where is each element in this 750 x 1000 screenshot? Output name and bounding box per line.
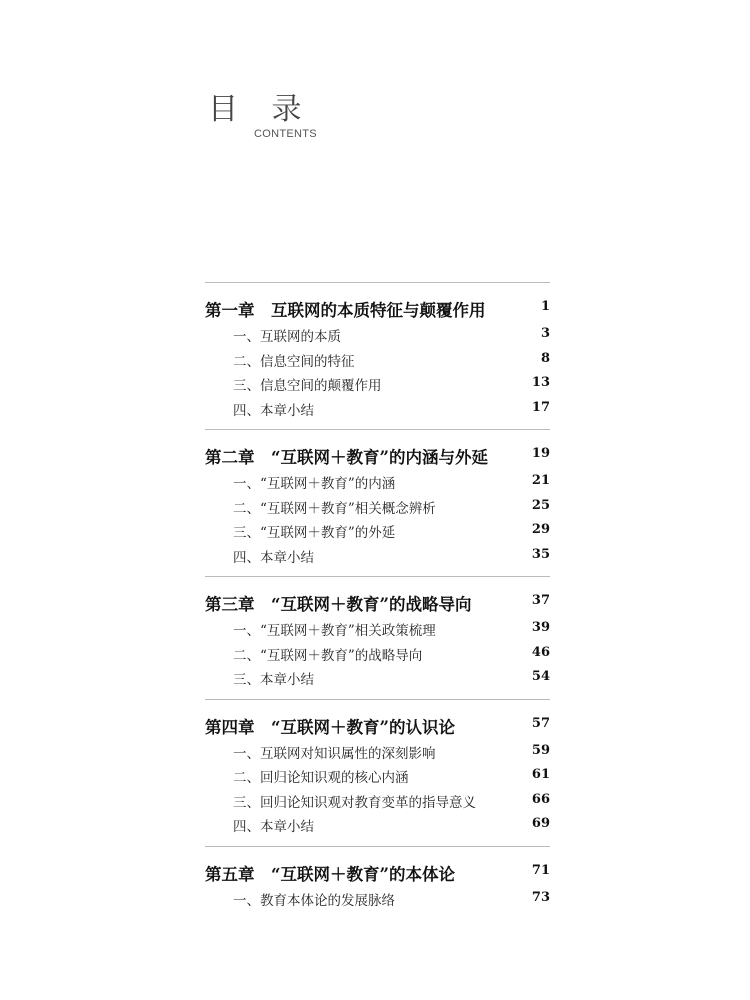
chapter-entry[interactable] xyxy=(205,295,550,319)
section-entry[interactable] xyxy=(205,739,550,764)
section-title: 二、信息空间的特征 xyxy=(233,353,355,370)
section-page-number: 13 xyxy=(531,375,550,390)
section-page-number: 35 xyxy=(531,546,550,562)
chapter-entry[interactable] xyxy=(205,712,550,736)
section-entry[interactable] xyxy=(205,518,550,543)
chapter-spacer xyxy=(205,837,550,846)
section-entry[interactable] xyxy=(205,322,550,347)
chapter-block xyxy=(205,576,550,699)
page-subtitle: CONTENTS xyxy=(254,128,317,140)
chapter-block xyxy=(205,282,550,429)
section-entry[interactable] xyxy=(205,812,550,837)
section-page-number: 8 xyxy=(540,350,550,366)
chapter-page-number: 71 xyxy=(531,862,550,878)
chapter-entry[interactable] xyxy=(205,859,550,883)
section-title: 三、回归论知识观对教育变革的指导意义 xyxy=(233,794,476,811)
section-title: 三、本章小结 xyxy=(233,672,314,688)
section-entry[interactable] xyxy=(205,641,550,666)
section-page-number: 61 xyxy=(531,767,550,782)
section-entry[interactable] xyxy=(205,665,550,690)
chapter-title: 第五章 “互联网＋教育”的本体论 xyxy=(205,864,455,884)
chapter-page-number: 57 xyxy=(531,715,550,731)
section-page-number: 66 xyxy=(531,791,550,807)
section-page-number: 46 xyxy=(531,644,550,660)
chapter-entry[interactable] xyxy=(205,589,550,613)
section-page-number: 73 xyxy=(531,889,550,905)
section-page-number: 3 xyxy=(540,326,550,341)
section-entry[interactable] xyxy=(205,371,550,396)
section-title: 一、教育本体论的发展脉络 xyxy=(233,892,395,909)
section-title: 三、信息空间的颠覆作用 xyxy=(233,378,382,394)
section-title: 一、“互联网＋教育”相关政策梳理 xyxy=(233,623,436,639)
section-entry[interactable] xyxy=(205,788,550,813)
section-entry[interactable] xyxy=(205,469,550,494)
chapter-page-number: 1 xyxy=(540,299,550,314)
section-title: 一、“互联网＋教育”的内涵 xyxy=(233,476,396,492)
section-entry[interactable] xyxy=(205,543,550,568)
section-title: 三、“互联网＋教育”的外延 xyxy=(233,525,396,541)
section-entry[interactable] xyxy=(205,616,550,641)
section-entry[interactable] xyxy=(205,494,550,519)
chapter-entry[interactable] xyxy=(205,442,550,466)
section-page-number: 25 xyxy=(531,497,550,513)
section-page-number: 39 xyxy=(531,620,550,635)
section-page-number: 69 xyxy=(531,816,550,831)
section-entry[interactable] xyxy=(205,886,550,911)
chapter-spacer xyxy=(205,690,550,699)
section-title: 四、本章小结 xyxy=(233,402,314,419)
chapter-page-number: 19 xyxy=(531,446,550,461)
section-entry[interactable] xyxy=(205,347,550,372)
chapter-title: 第二章 “互联网＋教育”的内涵与外延 xyxy=(205,448,488,467)
chapter-title: 第三章 “互联网＋教育”的战略导向 xyxy=(205,595,472,614)
section-title: 四、本章小结 xyxy=(233,549,314,566)
chapter-spacer xyxy=(205,567,550,576)
section-title: 二、“互联网＋教育”相关概念辨析 xyxy=(233,500,436,517)
section-title: 二、回归论知识观的核心内涵 xyxy=(233,770,409,786)
section-title: 一、互联网的本质 xyxy=(233,329,341,345)
section-page-number: 54 xyxy=(531,669,550,684)
section-page-number: 59 xyxy=(531,742,550,758)
toc-header xyxy=(208,92,317,140)
table-of-contents xyxy=(205,282,550,919)
chapter-block xyxy=(205,846,550,920)
chapter-spacer xyxy=(205,910,550,919)
section-entry[interactable] xyxy=(205,396,550,421)
section-title: 四、本章小结 xyxy=(233,819,314,835)
section-page-number: 21 xyxy=(531,473,550,488)
chapter-title: 第四章 “互联网＋教育”的认识论 xyxy=(205,717,455,737)
chapter-spacer xyxy=(205,420,550,429)
chapter-block xyxy=(205,429,550,576)
section-page-number: 29 xyxy=(531,522,550,537)
section-page-number: 17 xyxy=(531,399,550,415)
section-entry[interactable] xyxy=(205,763,550,788)
chapter-title: 第一章 互联网的本质特征与颠覆作用 xyxy=(205,301,486,320)
section-title: 一、互联网对知识属性的深刻影响 xyxy=(233,745,436,762)
chapter-page-number: 37 xyxy=(531,593,550,608)
page-title: 目 录 xyxy=(208,92,314,127)
chapter-block xyxy=(205,699,550,846)
section-title: 二、“互联网＋教育”的战略导向 xyxy=(233,647,423,664)
